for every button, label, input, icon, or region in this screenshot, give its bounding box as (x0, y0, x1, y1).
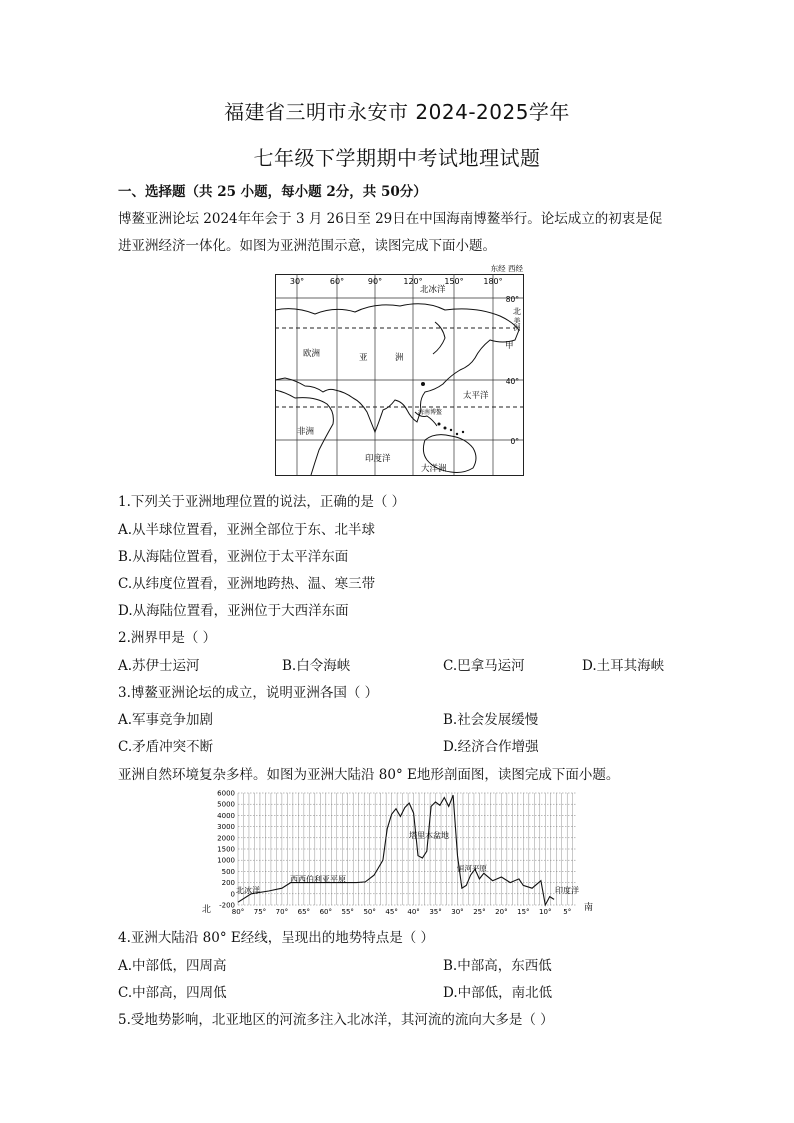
x-tick-label: 70° (275, 908, 289, 916)
terrain-profile-line (238, 795, 554, 905)
profile-right-label: 南 (584, 903, 594, 913)
y-tick-label: 500 (221, 867, 235, 876)
y-tick-label: 1500 (217, 845, 235, 854)
annotation-ganges-plain: 恒河平原 (457, 864, 487, 873)
map-lon-label: 30° (289, 277, 305, 286)
y-tick-label: 5000 (217, 800, 235, 809)
y-tick-label: 1000 (217, 856, 235, 865)
map-label-indian: 印度洋 (365, 454, 391, 464)
question-3-option-d[interactable]: D.经济合作增强 (443, 739, 539, 755)
question-3-option-b[interactable]: B.社会发展缓慢 (443, 712, 539, 728)
map-lon-label: 120° (403, 277, 423, 286)
y-tick-label: 2000 (217, 834, 235, 843)
map-north-label: 北 (513, 307, 521, 316)
map-label-jia: 甲 (505, 341, 514, 351)
x-tick-label: 10° (539, 908, 552, 916)
exam-title-line2: 七年级下学期期中考试地理试题 (253, 146, 541, 170)
map-lat-label: 40° (505, 377, 519, 386)
map-label-pacific: 太平洋 (463, 391, 489, 401)
question-1-option-a[interactable]: A.从半球位置看，亚洲全部位于东、北半球 (118, 522, 376, 538)
section-heading: 一、选择题（共 25 小题，每小题 2分，共 50分） (118, 184, 427, 200)
map-lon-label: 180° (483, 277, 503, 286)
question-2-stem: 2.洲界甲是（ ） (118, 630, 217, 646)
x-tick-label: 35° (429, 908, 442, 916)
map-lat-label: 80° (505, 295, 519, 304)
question-3-stem: 3.博鳌亚洲论坛的成立，说明亚洲各国（ ） (118, 685, 379, 701)
y-tick-label: 0 (230, 890, 235, 899)
question-3-option-a[interactable]: A.军事竞争加剧 (118, 712, 214, 728)
question-4-option-a[interactable]: A.中部低，四周高 (118, 958, 227, 974)
question-4-option-b[interactable]: B.中部高，东西低 (443, 958, 552, 974)
map-label-europe: 欧洲 (303, 349, 321, 359)
question-2-option-b[interactable]: B.白令海峡 (282, 658, 351, 674)
x-tick-label: 30° (451, 908, 464, 916)
question-4-option-d[interactable]: D.中部低，南北低 (443, 985, 553, 1001)
map-label-arctic: 北冰洋 (420, 285, 446, 295)
question-2-option-c[interactable]: C.巴拿马运河 (443, 658, 525, 674)
x-tick-label: 45° (385, 908, 398, 916)
map-label-africa: 非洲 (297, 427, 315, 437)
map-label-asia-b: 洲 (395, 353, 404, 363)
intro-text-line2: 进亚洲经济一体化。如图为亚洲范围示意，读图完成下面小题。 (118, 238, 496, 254)
map-lat-label: 0° (510, 437, 519, 446)
x-tick-label: 5° (563, 908, 572, 916)
map-label-boao: 海南博鳌 (418, 409, 443, 416)
y-tick-label: -200 (219, 901, 235, 910)
question-1-stem: 1.下列关于亚洲地理位置的说法，正确的是（ ） (118, 494, 406, 510)
y-tick-label: 200 (221, 879, 235, 888)
map-lon-label: 60° (329, 277, 345, 286)
x-tick-label: 20° (495, 908, 508, 916)
exam-title-line1: 福建省三明市永安市 2024-2025学年 (224, 100, 570, 124)
map-lon-label: 90° (367, 277, 383, 286)
map-label-asia-a: 亚 (359, 353, 368, 363)
x-tick-label: 50° (363, 908, 376, 916)
x-tick-label: 55° (341, 908, 354, 916)
intro2-text: 亚洲自然环境复杂多样。如图为亚洲大陆沿 80° E地形剖面图，读图完成下面小题。 (118, 767, 620, 783)
question-2-option-d[interactable]: D.土耳其海峡 (582, 658, 665, 674)
annotation-indian-ocean: 印度洋 (555, 886, 579, 895)
terrain-profile-chart (198, 789, 598, 917)
x-tick-label: 65° (297, 908, 311, 916)
intro-text-line1: 博鳌亚洲论坛 2024年年会于 3 月 26日至 29日在中国海南博鳌举行。论坛成立的初衷是促 (118, 211, 663, 227)
question-1-option-b[interactable]: B.从海陆位置看，亚洲位于太平洋东面 (118, 549, 349, 565)
profile-left-label: 北 (202, 905, 212, 915)
x-tick-label: 80° (231, 908, 245, 916)
question-2-option-a[interactable]: A.苏伊士运河 (118, 658, 200, 674)
annotation-arctic: 北冰洋 (236, 886, 260, 895)
map-strait-label: 美洲 (513, 317, 521, 331)
y-tick-label: 3000 (217, 823, 235, 832)
question-1-option-d[interactable]: D.从海陆位置看，亚洲位于大西洋东面 (118, 603, 349, 619)
x-tick-label: 25° (473, 908, 486, 916)
map-corner-label: 东经 西经 (490, 264, 523, 273)
map-lon-label: 150° (444, 277, 464, 286)
x-tick-label: 40° (407, 908, 420, 916)
question-3-option-c[interactable]: C.矛盾冲突不断 (118, 739, 214, 755)
annotation-tarim-basin: 塔里木盆地 (409, 831, 449, 840)
asia-map (275, 262, 525, 477)
question-5-stem: 5.受地势影响，北亚地区的河流多注入北冰洋，其河流的流向大多是（ ） (118, 1012, 554, 1028)
map-label-oceania: 大洋洲 (421, 464, 447, 474)
x-tick-label: 60° (319, 908, 333, 916)
y-tick-label: 6000 (217, 789, 235, 798)
question-1-option-c[interactable]: C.从纬度位置看，亚洲地跨热、温、寒三带 (118, 576, 376, 592)
question-4-option-c[interactable]: C.中部高，四周低 (118, 985, 227, 1001)
annotation-west-siberian-plain: 西西伯利亚平原 (290, 875, 346, 884)
question-4-stem: 4.亚洲大陆沿 80° E经线，呈现出的地势特点是（ ） (118, 930, 435, 946)
x-tick-label: 15° (517, 908, 530, 916)
x-tick-label: 75° (253, 908, 267, 916)
y-tick-label: 4000 (217, 811, 235, 820)
